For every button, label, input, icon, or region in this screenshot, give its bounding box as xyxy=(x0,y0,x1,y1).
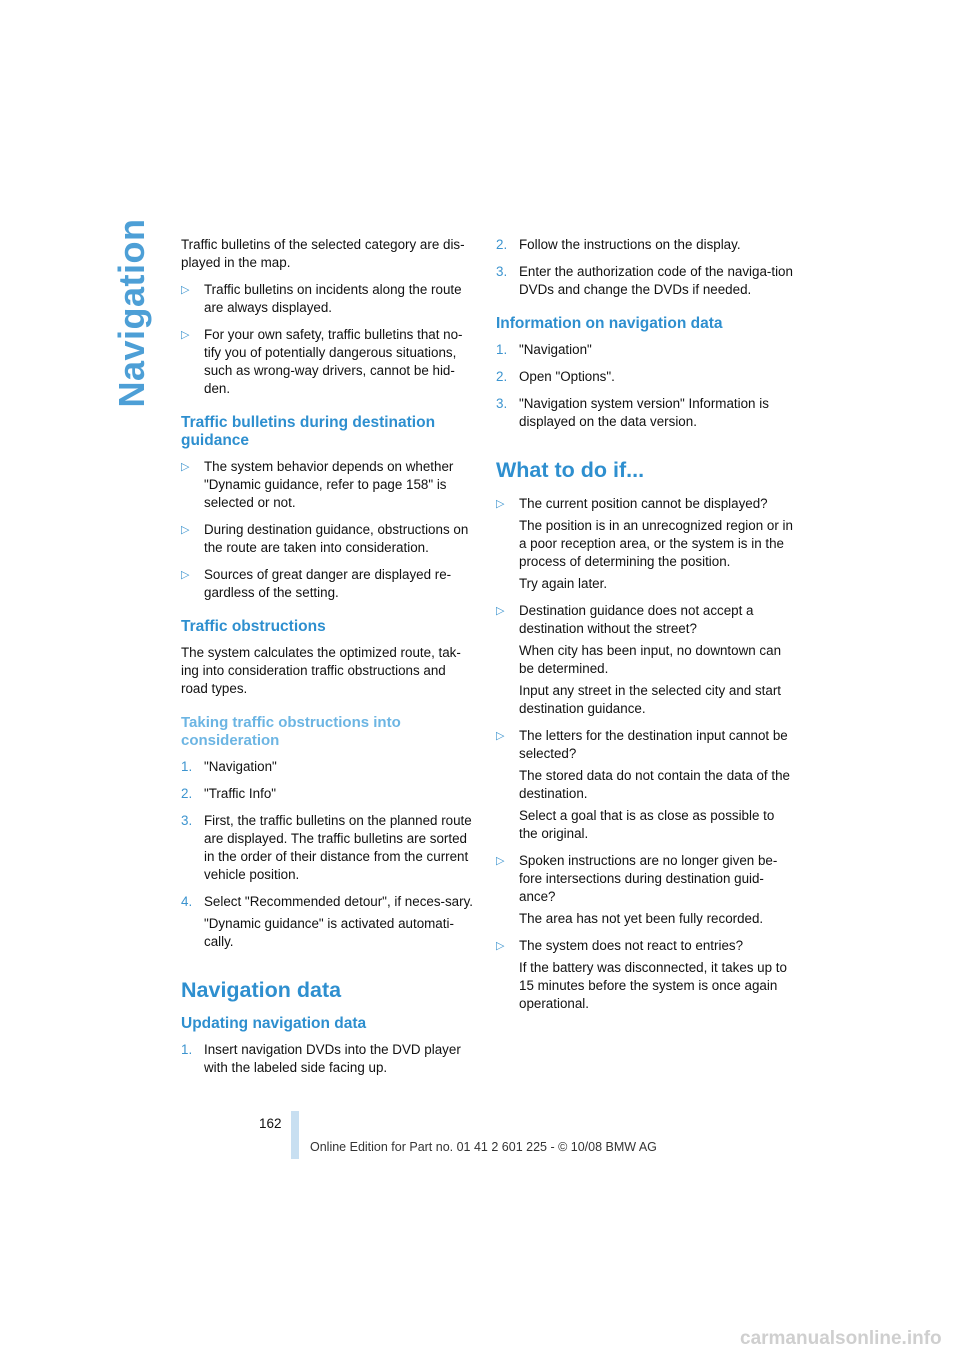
triangle-bullet-icon: ▷ xyxy=(496,498,505,510)
heading-what-to-do-if: What to do if... xyxy=(496,458,645,482)
heading-traffic-bulletins-during-guidance: Traffic bulletins during destination guidance xyxy=(181,414,436,449)
triangle-bullet-icon: ▷ xyxy=(181,524,190,536)
triangle-bullet-icon: ▷ xyxy=(181,569,190,581)
list-item: 2. Follow the instructions on the display. xyxy=(496,237,741,252)
triangle-bullet-icon: ▷ xyxy=(496,605,505,617)
list-item: ▷ During destination guidance, obstructions on the route are taken into consideration. xyxy=(181,522,469,555)
list-item: ▷ The system behavior depends on whether "Dynamic guidance, refer to page 158" is selected or not. xyxy=(181,459,454,510)
list-item: 3. Enter the authorization code of the naviga-tion DVDs and change the DVDs if needed. xyxy=(496,264,793,297)
list-item: ▷ Sources of great danger are displayed re-gardless of the setting. xyxy=(181,567,452,600)
page-number: 162 xyxy=(259,1116,282,1131)
list-item: 2. Open "Options". xyxy=(496,369,615,384)
list-item: ▷ The current position cannot be displayed? The position is in an unrecognized region or in a poor reception area, or the system is in the process of determining the position. Try again later. xyxy=(496,496,793,591)
list-item: 3. "Navigation system version" Information is displayed on the data version. xyxy=(496,396,769,429)
heading-information-navigation-data: Information on navigation data xyxy=(496,315,723,332)
triangle-bullet-icon: ▷ xyxy=(181,461,190,473)
watermark: carmanualsonline.info xyxy=(740,1328,942,1349)
heading-navigation-data: Navigation data xyxy=(181,978,342,1002)
heading-traffic-obstructions: Traffic obstructions xyxy=(181,618,326,635)
triangle-bullet-icon: ▷ xyxy=(181,329,190,341)
list-item: 1. Insert navigation DVDs into the DVD player with the labeled side facing up. xyxy=(181,1042,461,1075)
triangle-bullet-icon: ▷ xyxy=(496,730,505,742)
list-item: ▷ For your own safety, traffic bulletins that no-tify you of potentially dangerous situations, such as wrong-way drivers, cannot be hid-den. xyxy=(181,327,463,396)
triangle-bullet-icon: ▷ xyxy=(496,855,505,867)
list-item-note: "Dynamic guidance" is activated automati-cally. xyxy=(204,916,454,949)
intro-paragraph: Traffic bulletins of the selected category are dis-played in the map. xyxy=(181,237,465,270)
triangle-bullet-icon: ▷ xyxy=(496,940,505,952)
footer-edition-text: Online Edition for Part no. 01 41 2 601 225 - © 10/08 BMW AG xyxy=(310,1140,657,1154)
list-item: ▷ The letters for the destination input cannot be selected? The stored data do not contain the data of the destination. Select a goal that is as close as possible to the original. xyxy=(496,728,790,841)
list-item: 1. "Navigation" xyxy=(181,759,277,774)
list-item: ▷ Spoken instructions are no longer given be-fore intersections during destination guid-ance? The area has not yet been fully recorded. xyxy=(496,853,778,926)
triangle-bullet-icon: ▷ xyxy=(181,284,190,296)
list-item: 3. First, the traffic bulletins on the planned route are displayed. The traffic bulletins are sorted in the order of their distance from the current vehicle position. xyxy=(181,813,472,882)
heading-updating-navigation-data: Updating navigation data xyxy=(181,1015,367,1032)
list-item: ▷ Traffic bulletins on incidents along the route are always displayed. xyxy=(181,282,462,315)
list-item: ▷ The system does not react to entries? If the battery was disconnected, it takes up to 15 minutes before the system is once again operational. xyxy=(496,938,787,1011)
section-side-tab xyxy=(111,217,152,408)
list-item: 2. "Traffic Info" xyxy=(181,786,277,801)
list-item: 4. Select "Recommended detour", if neces-sary. "Dynamic guidance" is activated automati-cally. xyxy=(181,893,476,951)
heading-taking-obstructions: Taking traffic obstructions into consideration xyxy=(181,714,401,749)
footer-accent-bar xyxy=(291,1111,299,1159)
section-side-tab-label: Navigation xyxy=(111,217,152,408)
left-column xyxy=(181,236,476,1086)
list-item: ▷ Destination guidance does not accept a destination without the street? When city has been input, no downtown can be determined. Input any street in the selected city and start destination guidance. xyxy=(496,603,782,716)
right-column xyxy=(496,236,796,1022)
obstructions-paragraph: The system calculates the optimized route, tak-ing into consideration traffic obstructions and road types. xyxy=(181,645,461,696)
list-item: 1. "Navigation" xyxy=(496,342,592,357)
